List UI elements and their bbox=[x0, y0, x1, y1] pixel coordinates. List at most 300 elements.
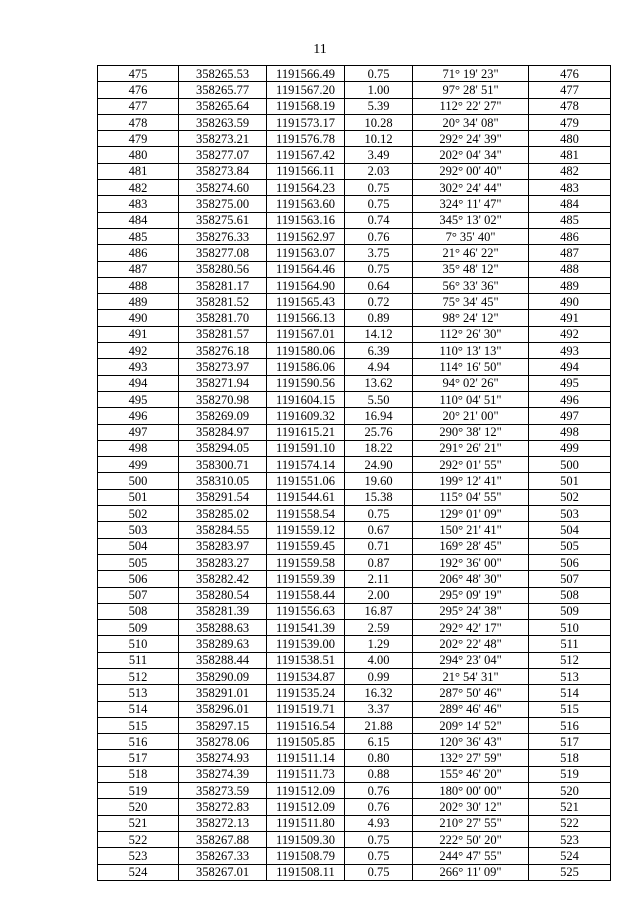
y-coordinate-cell: 1191559.12 bbox=[267, 522, 345, 538]
next-point-cell: 492 bbox=[529, 326, 611, 342]
bearing-cell: 20° 34' 08" bbox=[413, 114, 529, 130]
point-number-cell: 493 bbox=[98, 359, 179, 375]
point-number-cell: 492 bbox=[98, 343, 179, 359]
next-point-cell: 504 bbox=[529, 522, 611, 538]
point-number-cell: 513 bbox=[98, 685, 179, 701]
point-number-cell: 521 bbox=[98, 815, 179, 831]
bearing-cell: 244° 47' 55" bbox=[413, 848, 529, 864]
bearing-cell: 302° 24' 44" bbox=[413, 180, 529, 196]
bearing-cell: 112° 22' 27" bbox=[413, 98, 529, 114]
distance-cell: 10.12 bbox=[345, 131, 413, 147]
y-coordinate-cell: 1191576.78 bbox=[267, 131, 345, 147]
distance-cell: 19.60 bbox=[345, 473, 413, 489]
point-number-cell: 489 bbox=[98, 294, 179, 310]
point-number-cell: 480 bbox=[98, 147, 179, 163]
distance-cell: 3.75 bbox=[345, 245, 413, 261]
next-point-cell: 508 bbox=[529, 587, 611, 603]
next-point-cell: 476 bbox=[529, 66, 611, 82]
y-coordinate-cell: 1191564.23 bbox=[267, 180, 345, 196]
y-coordinate-cell: 1191573.17 bbox=[267, 114, 345, 130]
x-coordinate-cell: 358265.53 bbox=[179, 66, 267, 82]
bearing-cell: 7° 35' 40" bbox=[413, 228, 529, 244]
x-coordinate-cell: 358267.88 bbox=[179, 831, 267, 847]
table-row bbox=[98, 734, 611, 750]
bearing-cell: 94° 02' 26" bbox=[413, 375, 529, 391]
bearing-cell: 345° 13' 02" bbox=[413, 212, 529, 228]
y-coordinate-cell: 1191539.00 bbox=[267, 636, 345, 652]
bearing-cell: 20° 21' 00" bbox=[413, 408, 529, 424]
bearing-cell: 294° 23' 04" bbox=[413, 652, 529, 668]
point-number-cell: 484 bbox=[98, 212, 179, 228]
bearing-cell: 290° 38' 12" bbox=[413, 424, 529, 440]
table-row bbox=[98, 717, 611, 733]
next-point-cell: 505 bbox=[529, 538, 611, 554]
distance-cell: 3.49 bbox=[345, 147, 413, 163]
point-number-cell: 488 bbox=[98, 277, 179, 293]
x-coordinate-cell: 358300.71 bbox=[179, 457, 267, 473]
x-coordinate-cell: 358269.09 bbox=[179, 408, 267, 424]
next-point-cell: 509 bbox=[529, 603, 611, 619]
point-number-cell: 476 bbox=[98, 82, 179, 98]
table-row bbox=[98, 636, 611, 652]
bearing-cell: 97° 28' 51" bbox=[413, 82, 529, 98]
distance-cell: 0.71 bbox=[345, 538, 413, 554]
x-coordinate-cell: 358273.59 bbox=[179, 783, 267, 799]
y-coordinate-cell: 1191511.73 bbox=[267, 766, 345, 782]
point-number-cell: 478 bbox=[98, 114, 179, 130]
distance-cell: 16.32 bbox=[345, 685, 413, 701]
table-row bbox=[98, 783, 611, 799]
y-coordinate-cell: 1191590.56 bbox=[267, 375, 345, 391]
y-coordinate-cell: 1191535.24 bbox=[267, 685, 345, 701]
distance-cell: 1.00 bbox=[345, 82, 413, 98]
x-coordinate-cell: 358270.98 bbox=[179, 391, 267, 407]
x-coordinate-cell: 358272.13 bbox=[179, 815, 267, 831]
point-number-cell: 523 bbox=[98, 848, 179, 864]
point-number-cell: 504 bbox=[98, 538, 179, 554]
bearing-cell: 21° 54' 31" bbox=[413, 668, 529, 684]
y-coordinate-cell: 1191538.51 bbox=[267, 652, 345, 668]
x-coordinate-cell: 358291.54 bbox=[179, 489, 267, 505]
table-row bbox=[98, 620, 611, 636]
next-point-cell: 497 bbox=[529, 408, 611, 424]
distance-cell: 0.89 bbox=[345, 310, 413, 326]
y-coordinate-cell: 1191563.07 bbox=[267, 245, 345, 261]
table-row bbox=[98, 82, 611, 98]
table-row bbox=[98, 277, 611, 293]
distance-cell: 0.75 bbox=[345, 864, 413, 880]
distance-cell: 15.38 bbox=[345, 489, 413, 505]
x-coordinate-cell: 358275.61 bbox=[179, 212, 267, 228]
bearing-cell: 98° 24' 12" bbox=[413, 310, 529, 326]
y-coordinate-cell: 1191558.54 bbox=[267, 506, 345, 522]
bearing-cell: 202° 22' 48" bbox=[413, 636, 529, 652]
next-point-cell: 479 bbox=[529, 114, 611, 130]
table-row bbox=[98, 245, 611, 261]
next-point-cell: 510 bbox=[529, 620, 611, 636]
y-coordinate-cell: 1191556.63 bbox=[267, 603, 345, 619]
distance-cell: 6.15 bbox=[345, 734, 413, 750]
next-point-cell: 507 bbox=[529, 571, 611, 587]
distance-cell: 4.93 bbox=[345, 815, 413, 831]
point-number-cell: 506 bbox=[98, 571, 179, 587]
table-row bbox=[98, 212, 611, 228]
y-coordinate-cell: 1191615.21 bbox=[267, 424, 345, 440]
bearing-cell: 295° 24' 38" bbox=[413, 603, 529, 619]
distance-cell: 0.75 bbox=[345, 196, 413, 212]
x-coordinate-cell: 358297.15 bbox=[179, 717, 267, 733]
table-row bbox=[98, 473, 611, 489]
point-number-cell: 524 bbox=[98, 864, 179, 880]
table-row bbox=[98, 864, 611, 880]
distance-cell: 13.62 bbox=[345, 375, 413, 391]
distance-cell: 2.03 bbox=[345, 163, 413, 179]
table-row bbox=[98, 196, 611, 212]
table-row bbox=[98, 391, 611, 407]
bearing-cell: 132° 27' 59" bbox=[413, 750, 529, 766]
x-coordinate-cell: 358288.63 bbox=[179, 620, 267, 636]
next-point-cell: 478 bbox=[529, 98, 611, 114]
table-row bbox=[98, 294, 611, 310]
point-number-cell: 509 bbox=[98, 620, 179, 636]
point-number-cell: 487 bbox=[98, 261, 179, 277]
bearing-cell: 192° 36' 00" bbox=[413, 554, 529, 570]
table-row bbox=[98, 375, 611, 391]
bearing-cell: 155° 46' 20" bbox=[413, 766, 529, 782]
bearing-cell: 114° 16' 50" bbox=[413, 359, 529, 375]
bearing-cell: 112° 26' 30" bbox=[413, 326, 529, 342]
next-point-cell: 519 bbox=[529, 766, 611, 782]
point-number-cell: 481 bbox=[98, 163, 179, 179]
page-number: 11 bbox=[313, 42, 327, 57]
distance-cell: 14.12 bbox=[345, 326, 413, 342]
x-coordinate-cell: 358276.18 bbox=[179, 343, 267, 359]
y-coordinate-cell: 1191566.49 bbox=[267, 66, 345, 82]
y-coordinate-cell: 1191511.14 bbox=[267, 750, 345, 766]
table-row bbox=[98, 114, 611, 130]
distance-cell: 3.37 bbox=[345, 701, 413, 717]
x-coordinate-cell: 358283.97 bbox=[179, 538, 267, 554]
next-point-cell: 494 bbox=[529, 359, 611, 375]
table-row bbox=[98, 147, 611, 163]
y-coordinate-cell: 1191564.46 bbox=[267, 261, 345, 277]
x-coordinate-cell: 358277.08 bbox=[179, 245, 267, 261]
point-number-cell: 503 bbox=[98, 522, 179, 538]
table-row bbox=[98, 163, 611, 179]
x-coordinate-cell: 358310.05 bbox=[179, 473, 267, 489]
next-point-cell: 490 bbox=[529, 294, 611, 310]
point-number-cell: 512 bbox=[98, 668, 179, 684]
distance-cell: 0.75 bbox=[345, 831, 413, 847]
bearing-cell: 199° 12' 41" bbox=[413, 473, 529, 489]
y-coordinate-cell: 1191559.45 bbox=[267, 538, 345, 554]
x-coordinate-cell: 358272.83 bbox=[179, 799, 267, 815]
y-coordinate-cell: 1191567.01 bbox=[267, 326, 345, 342]
distance-cell: 5.39 bbox=[345, 98, 413, 114]
table-row bbox=[98, 489, 611, 505]
distance-cell: 0.75 bbox=[345, 66, 413, 82]
bearing-cell: 222° 50' 20" bbox=[413, 831, 529, 847]
distance-cell: 0.76 bbox=[345, 799, 413, 815]
table-row bbox=[98, 180, 611, 196]
distance-cell: 0.72 bbox=[345, 294, 413, 310]
point-number-cell: 505 bbox=[98, 554, 179, 570]
y-coordinate-cell: 1191508.79 bbox=[267, 848, 345, 864]
distance-cell: 0.64 bbox=[345, 277, 413, 293]
table-row bbox=[98, 538, 611, 554]
y-coordinate-cell: 1191541.39 bbox=[267, 620, 345, 636]
y-coordinate-cell: 1191508.11 bbox=[267, 864, 345, 880]
distance-cell: 2.59 bbox=[345, 620, 413, 636]
table-row bbox=[98, 66, 611, 82]
point-number-cell: 475 bbox=[98, 66, 179, 82]
next-point-cell: 517 bbox=[529, 734, 611, 750]
y-coordinate-cell: 1191563.16 bbox=[267, 212, 345, 228]
x-coordinate-cell: 358274.93 bbox=[179, 750, 267, 766]
x-coordinate-cell: 358278.06 bbox=[179, 734, 267, 750]
distance-cell: 6.39 bbox=[345, 343, 413, 359]
table-row bbox=[98, 98, 611, 114]
point-number-cell: 501 bbox=[98, 489, 179, 505]
distance-cell: 0.76 bbox=[345, 783, 413, 799]
table-row bbox=[98, 457, 611, 473]
y-coordinate-cell: 1191568.19 bbox=[267, 98, 345, 114]
table-row bbox=[98, 831, 611, 847]
distance-cell: 10.28 bbox=[345, 114, 413, 130]
x-coordinate-cell: 358289.63 bbox=[179, 636, 267, 652]
next-point-cell: 513 bbox=[529, 668, 611, 684]
point-number-cell: 511 bbox=[98, 652, 179, 668]
distance-cell: 0.67 bbox=[345, 522, 413, 538]
next-point-cell: 502 bbox=[529, 489, 611, 505]
next-point-cell: 480 bbox=[529, 131, 611, 147]
distance-cell: 0.75 bbox=[345, 180, 413, 196]
distance-cell: 21.88 bbox=[345, 717, 413, 733]
y-coordinate-cell: 1191551.06 bbox=[267, 473, 345, 489]
next-point-cell: 506 bbox=[529, 554, 611, 570]
next-point-cell: 520 bbox=[529, 783, 611, 799]
x-coordinate-cell: 358294.05 bbox=[179, 440, 267, 456]
bearing-cell: 324° 11' 47" bbox=[413, 196, 529, 212]
distance-cell: 0.75 bbox=[345, 848, 413, 864]
next-point-cell: 500 bbox=[529, 457, 611, 473]
bearing-cell: 202° 04' 34" bbox=[413, 147, 529, 163]
bearing-cell: 295° 09' 19" bbox=[413, 587, 529, 603]
distance-cell: 0.88 bbox=[345, 766, 413, 782]
y-coordinate-cell: 1191512.09 bbox=[267, 783, 345, 799]
table-row bbox=[98, 766, 611, 782]
point-number-cell: 485 bbox=[98, 228, 179, 244]
bearing-cell: 210° 27' 55" bbox=[413, 815, 529, 831]
next-point-cell: 488 bbox=[529, 261, 611, 277]
point-number-cell: 519 bbox=[98, 783, 179, 799]
next-point-cell: 477 bbox=[529, 82, 611, 98]
x-coordinate-cell: 358265.77 bbox=[179, 82, 267, 98]
next-point-cell: 499 bbox=[529, 440, 611, 456]
y-coordinate-cell: 1191566.13 bbox=[267, 310, 345, 326]
x-coordinate-cell: 358283.27 bbox=[179, 554, 267, 570]
point-number-cell: 502 bbox=[98, 506, 179, 522]
x-coordinate-cell: 358280.54 bbox=[179, 587, 267, 603]
point-number-cell: 497 bbox=[98, 424, 179, 440]
distance-cell: 25.76 bbox=[345, 424, 413, 440]
y-coordinate-cell: 1191591.10 bbox=[267, 440, 345, 456]
y-coordinate-cell: 1191512.09 bbox=[267, 799, 345, 815]
next-point-cell: 512 bbox=[529, 652, 611, 668]
point-number-cell: 494 bbox=[98, 375, 179, 391]
y-coordinate-cell: 1191564.90 bbox=[267, 277, 345, 293]
next-point-cell: 481 bbox=[529, 147, 611, 163]
next-point-cell: 484 bbox=[529, 196, 611, 212]
next-point-cell: 482 bbox=[529, 163, 611, 179]
distance-cell: 18.22 bbox=[345, 440, 413, 456]
table-row bbox=[98, 522, 611, 538]
y-coordinate-cell: 1191519.71 bbox=[267, 701, 345, 717]
bearing-cell: 287° 50' 46" bbox=[413, 685, 529, 701]
table-row bbox=[98, 554, 611, 570]
distance-cell: 0.99 bbox=[345, 668, 413, 684]
y-coordinate-cell: 1191559.39 bbox=[267, 571, 345, 587]
bearing-cell: 150° 21' 41" bbox=[413, 522, 529, 538]
point-number-cell: 507 bbox=[98, 587, 179, 603]
y-coordinate-cell: 1191566.11 bbox=[267, 163, 345, 179]
x-coordinate-cell: 358274.60 bbox=[179, 180, 267, 196]
point-number-cell: 508 bbox=[98, 603, 179, 619]
y-coordinate-cell: 1191565.43 bbox=[267, 294, 345, 310]
x-coordinate-cell: 358281.52 bbox=[179, 294, 267, 310]
bearing-cell: 75° 34' 45" bbox=[413, 294, 529, 310]
distance-cell: 0.80 bbox=[345, 750, 413, 766]
table-row bbox=[98, 603, 611, 619]
table-body bbox=[98, 66, 611, 881]
y-coordinate-cell: 1191559.58 bbox=[267, 554, 345, 570]
y-coordinate-cell: 1191562.97 bbox=[267, 228, 345, 244]
distance-cell: 0.75 bbox=[345, 506, 413, 522]
distance-cell: 5.50 bbox=[345, 391, 413, 407]
coordinates-table bbox=[97, 65, 611, 881]
point-number-cell: 510 bbox=[98, 636, 179, 652]
y-coordinate-cell: 1191574.14 bbox=[267, 457, 345, 473]
table-row bbox=[98, 261, 611, 277]
bearing-cell: 292° 42' 17" bbox=[413, 620, 529, 636]
x-coordinate-cell: 358276.33 bbox=[179, 228, 267, 244]
y-coordinate-cell: 1191511.80 bbox=[267, 815, 345, 831]
bearing-cell: 292° 24' 39" bbox=[413, 131, 529, 147]
point-number-cell: 500 bbox=[98, 473, 179, 489]
table-row bbox=[98, 228, 611, 244]
y-coordinate-cell: 1191567.42 bbox=[267, 147, 345, 163]
x-coordinate-cell: 358285.02 bbox=[179, 506, 267, 522]
x-coordinate-cell: 358273.84 bbox=[179, 163, 267, 179]
bearing-cell: 289° 46' 46" bbox=[413, 701, 529, 717]
table-row bbox=[98, 359, 611, 375]
bearing-cell: 180° 00' 00" bbox=[413, 783, 529, 799]
next-point-cell: 495 bbox=[529, 375, 611, 391]
point-number-cell: 499 bbox=[98, 457, 179, 473]
x-coordinate-cell: 358282.42 bbox=[179, 571, 267, 587]
x-coordinate-cell: 358288.44 bbox=[179, 652, 267, 668]
distance-cell: 0.87 bbox=[345, 554, 413, 570]
distance-cell: 0.76 bbox=[345, 228, 413, 244]
bearing-cell: 209° 14' 52" bbox=[413, 717, 529, 733]
next-point-cell: 503 bbox=[529, 506, 611, 522]
point-number-cell: 486 bbox=[98, 245, 179, 261]
point-number-cell: 522 bbox=[98, 831, 179, 847]
distance-cell: 2.00 bbox=[345, 587, 413, 603]
distance-cell: 16.87 bbox=[345, 603, 413, 619]
x-coordinate-cell: 358281.17 bbox=[179, 277, 267, 293]
distance-cell: 1.29 bbox=[345, 636, 413, 652]
point-number-cell: 496 bbox=[98, 408, 179, 424]
next-point-cell: 524 bbox=[529, 848, 611, 864]
point-number-cell: 498 bbox=[98, 440, 179, 456]
distance-cell: 4.94 bbox=[345, 359, 413, 375]
point-number-cell: 517 bbox=[98, 750, 179, 766]
x-coordinate-cell: 358263.59 bbox=[179, 114, 267, 130]
next-point-cell: 498 bbox=[529, 424, 611, 440]
next-point-cell: 496 bbox=[529, 391, 611, 407]
next-point-cell: 515 bbox=[529, 701, 611, 717]
next-point-cell: 521 bbox=[529, 799, 611, 815]
table-row bbox=[98, 685, 611, 701]
x-coordinate-cell: 358265.64 bbox=[179, 98, 267, 114]
bearing-cell: 202° 30' 12" bbox=[413, 799, 529, 815]
bearing-cell: 35° 48' 12" bbox=[413, 261, 529, 277]
bearing-cell: 292° 00' 40" bbox=[413, 163, 529, 179]
distance-cell: 0.74 bbox=[345, 212, 413, 228]
table-row bbox=[98, 815, 611, 831]
x-coordinate-cell: 358290.09 bbox=[179, 668, 267, 684]
table-row bbox=[98, 326, 611, 342]
x-coordinate-cell: 358267.01 bbox=[179, 864, 267, 880]
point-number-cell: 477 bbox=[98, 98, 179, 114]
x-coordinate-cell: 358275.00 bbox=[179, 196, 267, 212]
table-row bbox=[98, 571, 611, 587]
point-number-cell: 483 bbox=[98, 196, 179, 212]
table-row bbox=[98, 506, 611, 522]
y-coordinate-cell: 1191604.15 bbox=[267, 391, 345, 407]
table-row bbox=[98, 848, 611, 864]
bearing-cell: 292° 01' 55" bbox=[413, 457, 529, 473]
next-point-cell: 501 bbox=[529, 473, 611, 489]
next-point-cell: 486 bbox=[529, 228, 611, 244]
x-coordinate-cell: 358281.39 bbox=[179, 603, 267, 619]
y-coordinate-cell: 1191516.54 bbox=[267, 717, 345, 733]
x-coordinate-cell: 358291.01 bbox=[179, 685, 267, 701]
y-coordinate-cell: 1191609.32 bbox=[267, 408, 345, 424]
point-number-cell: 479 bbox=[98, 131, 179, 147]
bearing-cell: 291° 26' 21" bbox=[413, 440, 529, 456]
table-row bbox=[98, 408, 611, 424]
bearing-cell: 110° 04' 51" bbox=[413, 391, 529, 407]
point-number-cell: 491 bbox=[98, 326, 179, 342]
next-point-cell: 487 bbox=[529, 245, 611, 261]
bearing-cell: 56° 33' 36" bbox=[413, 277, 529, 293]
next-point-cell: 518 bbox=[529, 750, 611, 766]
next-point-cell: 485 bbox=[529, 212, 611, 228]
next-point-cell: 516 bbox=[529, 717, 611, 733]
next-point-cell: 523 bbox=[529, 831, 611, 847]
bearing-cell: 71° 19' 23" bbox=[413, 66, 529, 82]
bearing-cell: 21° 46' 22" bbox=[413, 245, 529, 261]
table-row bbox=[98, 701, 611, 717]
y-coordinate-cell: 1191558.44 bbox=[267, 587, 345, 603]
bearing-cell: 206° 48' 30" bbox=[413, 571, 529, 587]
y-coordinate-cell: 1191586.06 bbox=[267, 359, 345, 375]
y-coordinate-cell: 1191544.61 bbox=[267, 489, 345, 505]
next-point-cell: 483 bbox=[529, 180, 611, 196]
table-row bbox=[98, 440, 611, 456]
